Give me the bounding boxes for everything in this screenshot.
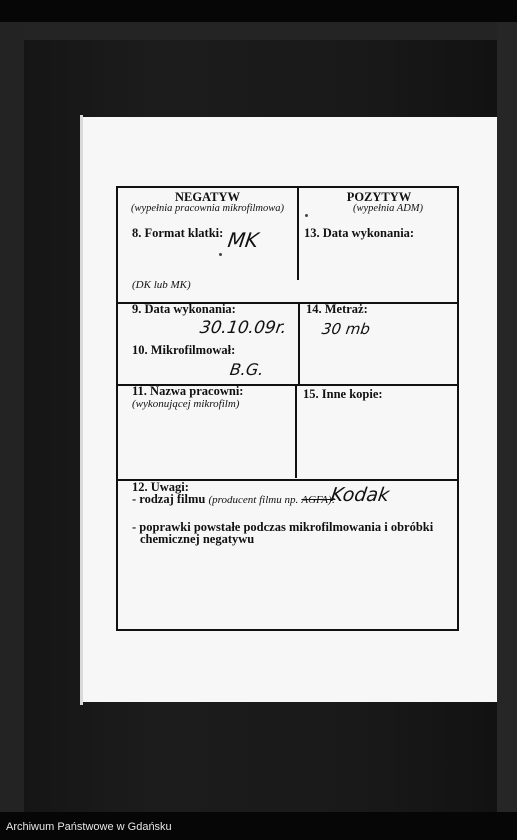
column-divider-middle: [298, 302, 300, 384]
field-8-hint: (DK lub MK): [132, 279, 191, 291]
pozytyw-subtitle: (wypełnia ADM): [352, 203, 424, 214]
pozytyw-title: POZYTYW: [346, 190, 412, 204]
field-9-label: 9. Data wykonania:: [132, 302, 236, 316]
corrections-line-1: - poprawki powstałe podczas mikrofilmowania i obróbki: [132, 520, 434, 534]
negatyw-title: NEGATYW: [174, 190, 241, 204]
field-10-label: 10. Mikrofilmował:: [132, 343, 236, 357]
film-type-prefix: - rodzaj filmu: [132, 492, 206, 506]
field-9-value: 30.10.09r.: [198, 318, 288, 338]
speck: [219, 253, 222, 256]
field-11-hint: (wykonującej mikrofilm): [132, 398, 240, 410]
field-15-label: 15. Inne kopie:: [303, 387, 383, 401]
film-type-hint: (producent filmu np.: [208, 494, 299, 506]
film-type-struck: AGFA):: [301, 494, 336, 506]
film-edge-left: [0, 22, 24, 812]
field-14-label: 14. Metraż:: [306, 302, 368, 316]
archive-name: Archiwum Państwowe w Gdańsku: [6, 821, 172, 833]
film-type-line: [132, 492, 335, 507]
field-11-label: 11. Nazwa pracowni:: [132, 384, 244, 398]
field-14-value: 30 mb: [320, 320, 372, 338]
speck: [305, 214, 308, 217]
field-8-value: MK: [226, 228, 261, 252]
film-edge-right: [497, 22, 517, 812]
film-type-value: Kodak: [329, 484, 391, 506]
microfilm-record-form: [116, 186, 459, 631]
field-10-value: B.G.: [228, 360, 265, 379]
column-divider-bottom: [295, 384, 297, 478]
field-13-label: 13. Data wykonania:: [304, 226, 415, 240]
corrections-line-2: chemicznej negatywu: [140, 532, 255, 546]
field-12-label: 12. Uwagi:: [132, 480, 189, 494]
field-8-label: 8. Format klatki:: [132, 226, 224, 240]
negatyw-subtitle: (wypełnia pracownia mikrofilmowa): [130, 203, 284, 214]
